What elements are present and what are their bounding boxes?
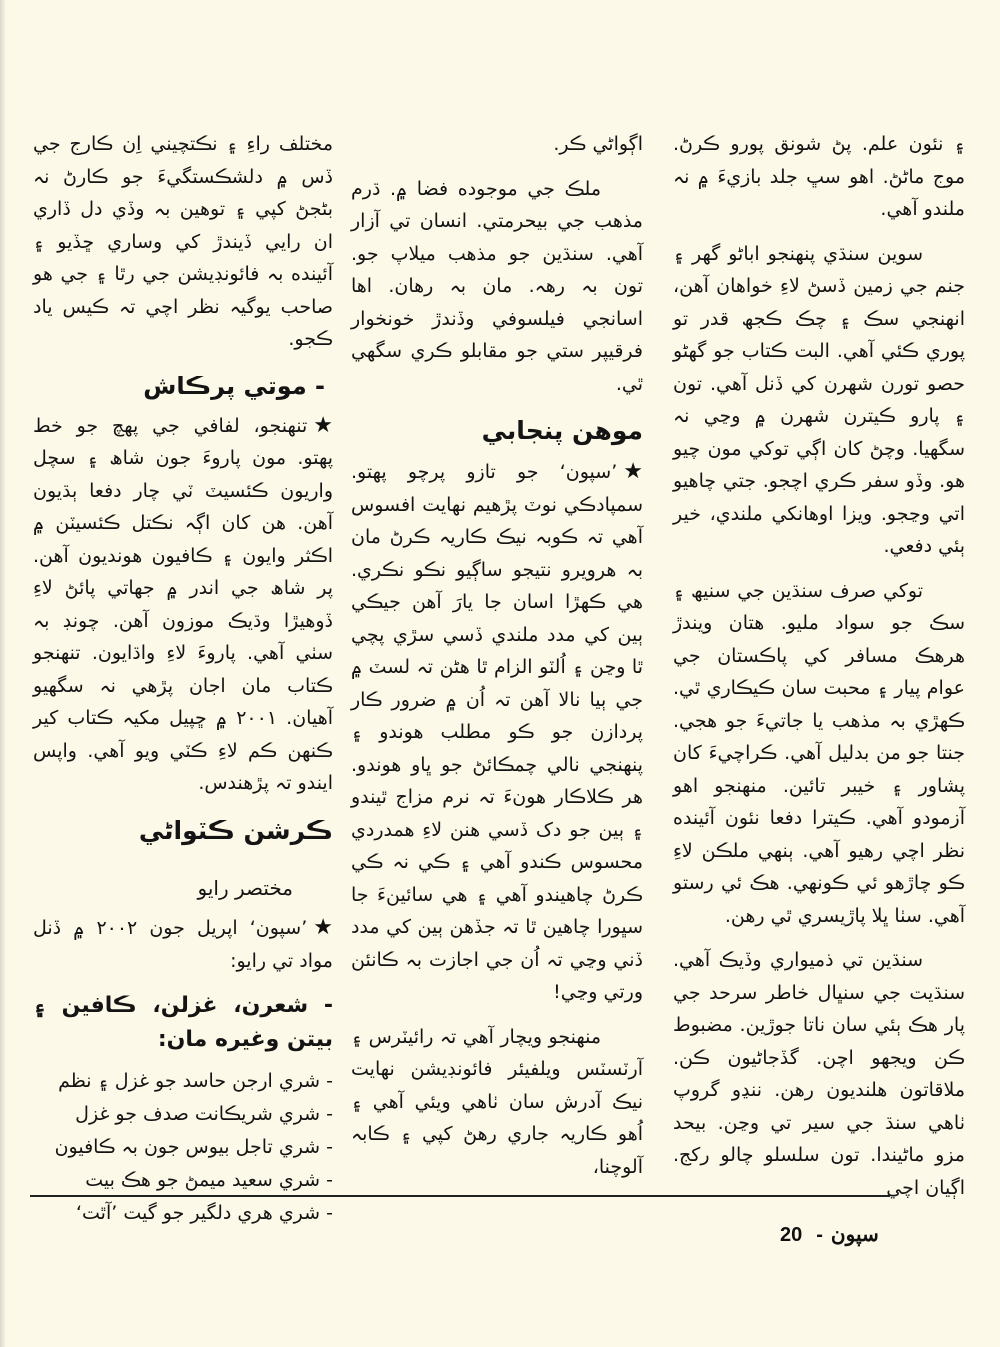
star-icon: ★	[313, 412, 333, 438]
paragraph: اڳواڻي ڪر.	[553, 133, 643, 155]
footer-divider	[30, 1195, 890, 1197]
column-middle	[351, 128, 643, 1183]
letter-paragraph	[33, 410, 333, 800]
list-item: - شري هري دلگير جو گيت ’آٿت‘	[75, 1202, 333, 1224]
letter-text: ’سپون‘ جو تازو پرچو پهتو. سمپادڪي نوٽ پڙهيم نهايت افسوس آهي تہ ڪوبہ نيڪ ڪاريہ ڪرڻ مان بہ هرويرو نتيجو ساڳيو نڪو نڪري. هي ڪهڙا اسان جا يارَ آهن جيڪي ٻين کي مدد ملندي ڏسي سڙي پچي ٿا وڃن ۽ اُلٽو الزام ٿا هڻن تہ لسٽ ۾ جي ٻيا نالا آهن تہ اُن ۾ ضرور ڪار پردازن جو ڪو مطلب هوندو ۽ پنهنجي نالي چمڪائڻ جو ڀاو هوندو. هر ڪلاڪار هونءَ تہ نرم مزاج ٿيندو ۽ ٻين جو دک ڏسي هنن لاءِ همدردي محسوس ڪندو آهي ۽ ڪي نہ ڪي ڪرڻ چاهيندو آهي ۽ هي سائينءَ جا سڀورا چاهين ٿا تہ جڏهن ٻين کي مدد ڏني وڃي تہ اُن جي اجازت بہ ڪانئن ورتي وڃي!	[351, 461, 643, 1003]
letter-text: تنهنجو، لفافي جي پهچ جو خط پهتو. مون پاروءَ جون شاھ ۽ سچل واريون ڪئسيٽ ٽي چار دفعا ٻڌيون آهن. هن کان اڳہ نڪتل ڪئسيٽن ۾ اڪثر وايون ۽ ڪافيون هونديون آهن. پر شاھ جي اندر ۾ جهاتي پائڻ لاءِ ڏوهيڙا وڌيڪ موزون آهن. چونڊ بہ سٺي آهي. پاروءَ لاءِ واڌايون. تنهنجو ڪتاب مان اجان پڙهي نہ سگهيو آهيان. ٢٠٠١ ۾ ڇپيل مکيہ ڪتاب کير ڪنهن ڪم لاءِ ڪٽي ويو آهي. واپس ايندو تہ پڙهندس.	[33, 414, 333, 794]
scan-edge	[0, 0, 6, 1347]
review-intro-text: ’سپون‘ اپريل جون ٢٠٠٢ ۾ ڏنل مواد تي رايو:	[33, 917, 333, 972]
star-icon: ★	[313, 915, 333, 940]
paragraph: توکي صرف سنڌين جي سنيھ ۽ سڪ جو سواد مليو. هتان ويندڙ هرهڪ مسافر کي پاڪستان جي عوام پيار ۽ محبت سان ڪيڪاري ٿي. ڪهڙي بہ مذهب يا جاتيءَ جو هجي. جنتا جو من بدليل آهي. ڪراچيءَ کان پشاور ۽ خيبر تائين. منهنجو اهو آزمودو آهي. ڪيترا دفعا نئون آئينده نظر اچي رهيو آهي. ٻنهي ملڪن لاءِ ڪو چاڙهو ئي ڪونهي. هڪ ئي رستو آهي. سٺا ڀلا پاڙيسري ٿي رهن.	[673, 579, 965, 927]
list-item: - شري شريڪانت صدف جو غزل	[75, 1103, 333, 1125]
paragraph: منهنجو ويچار آهي تہ رائيٽرس ۽ آرٽسٽس ويلفيئر فائونڊيشن نهايت نيڪ آدرش سان ٺاهي ويئي آهي ۽ اُهو ڪاريہ جاري رهڻ کپي ۽ ڪابہ آلوچنا،	[351, 1025, 643, 1178]
footer-separator: -	[816, 1224, 823, 1246]
author-signature: - موتي پرڪاش	[143, 371, 325, 400]
column-right	[673, 128, 965, 1204]
section-heading: موهن پنجابي	[481, 416, 643, 445]
star-icon: ★	[623, 459, 643, 484]
letter-paragraph	[351, 456, 643, 1009]
review-list	[33, 1065, 333, 1230]
paragraph: سوين سنڌي پنهنجو اباڻو گهر ۽ جنم جي زمين ڏسڻ لاءِ خواهان آهن، انهنجي سڪ ۽ چڪ ڪجھ قدر تو پوري ڪئي آهي. البت ڪتاب جو گهڻو حصو تورن شهرن کي ڏنل آهي. تون ۽ پارو ڪيترن شهرن ۾ وڃي نہ سگهيا. وچڻ کان اڳي توکي مون چيو هو. وڏو سفر ڪري اچجو. جتي چاهيو اتي وڃجو. ويزا اوهانکي ملندي، خير ٻئي دفعي.	[673, 242, 965, 557]
magazine-name: سپون	[830, 1224, 879, 1246]
paragraph: ۽ نئون علم. پڻ شونق پورو ڪرڻ. موج ماڻڻ. اهو سڀ جلد بازيءَ ۾ نہ ملندو آهي.	[673, 133, 965, 220]
page-number: 20	[780, 1224, 803, 1246]
paragraph: مختلف راءِ ۽ نڪتچيني اِن ڪارج جي ڏس ۾ دلشڪستگيءَ جو ڪارڻ نہ بڻجڻ کپي ۽ توهين بہ وڏي دل ڏاري ان رايي ڏيندڙ کي وساري ڇڏيو ۽ آئينده بہ فائونڊيشن جي رٿا ۽ جي هو صاحب يوگيہ نظر اچي تہ ڪيس ياد ڪجو.	[33, 133, 333, 350]
list-item: - شري تاجل بيوس جون بہ ڪافيون	[54, 1136, 333, 1158]
subtitle: مختصر رايو	[197, 875, 293, 900]
review-intro	[33, 912, 333, 977]
list-item: - شري سعيد ميمڻ جو هڪ بيت	[85, 1169, 333, 1191]
section-heading: ڪرشن ڪٽواڻي	[138, 815, 333, 845]
list-item: - شري ارجن حاسد جو غزل ۽ نظم	[58, 1070, 333, 1092]
paragraph: ملڪ جي موجوده فضا ۾. ڌرم مذهب جي بيحرمتي. انسان تي آزار آهي. سنڌين جو مذهب ميلاپ جو. تون بہ رهہ. مان بہ رهان. اها اسانجي فيلسوفي وڏندڙ خونخوار فرقيپر ستي جو مقابلو ڪري سگهي ٿي.	[351, 177, 643, 395]
column-left	[33, 128, 333, 1230]
paragraph: سنڌين تي ذميواري وڏيڪ آهي. سنڌيت جي سنڀال خاطر سرحد جي پار هڪ ٻئي سان ناتا جوڙين. مضبوط ڪن ويجهو اچن. گڏجاڻيون ڪن. ملاقاتون هلنديون رهن. ننڍو گروپ ٺاهي سنڌ جي سير تي وڃن. بيحد مزو ماڻيندا. تون سلسلو چالو رکج. اڳيان اچي	[673, 949, 965, 1199]
review-category: - شعرن، غزلن، ڪافين ۽ بيتن وغيره مان:	[33, 993, 333, 1052]
page-footer	[780, 1222, 890, 1247]
magazine-page	[30, 128, 965, 1224]
